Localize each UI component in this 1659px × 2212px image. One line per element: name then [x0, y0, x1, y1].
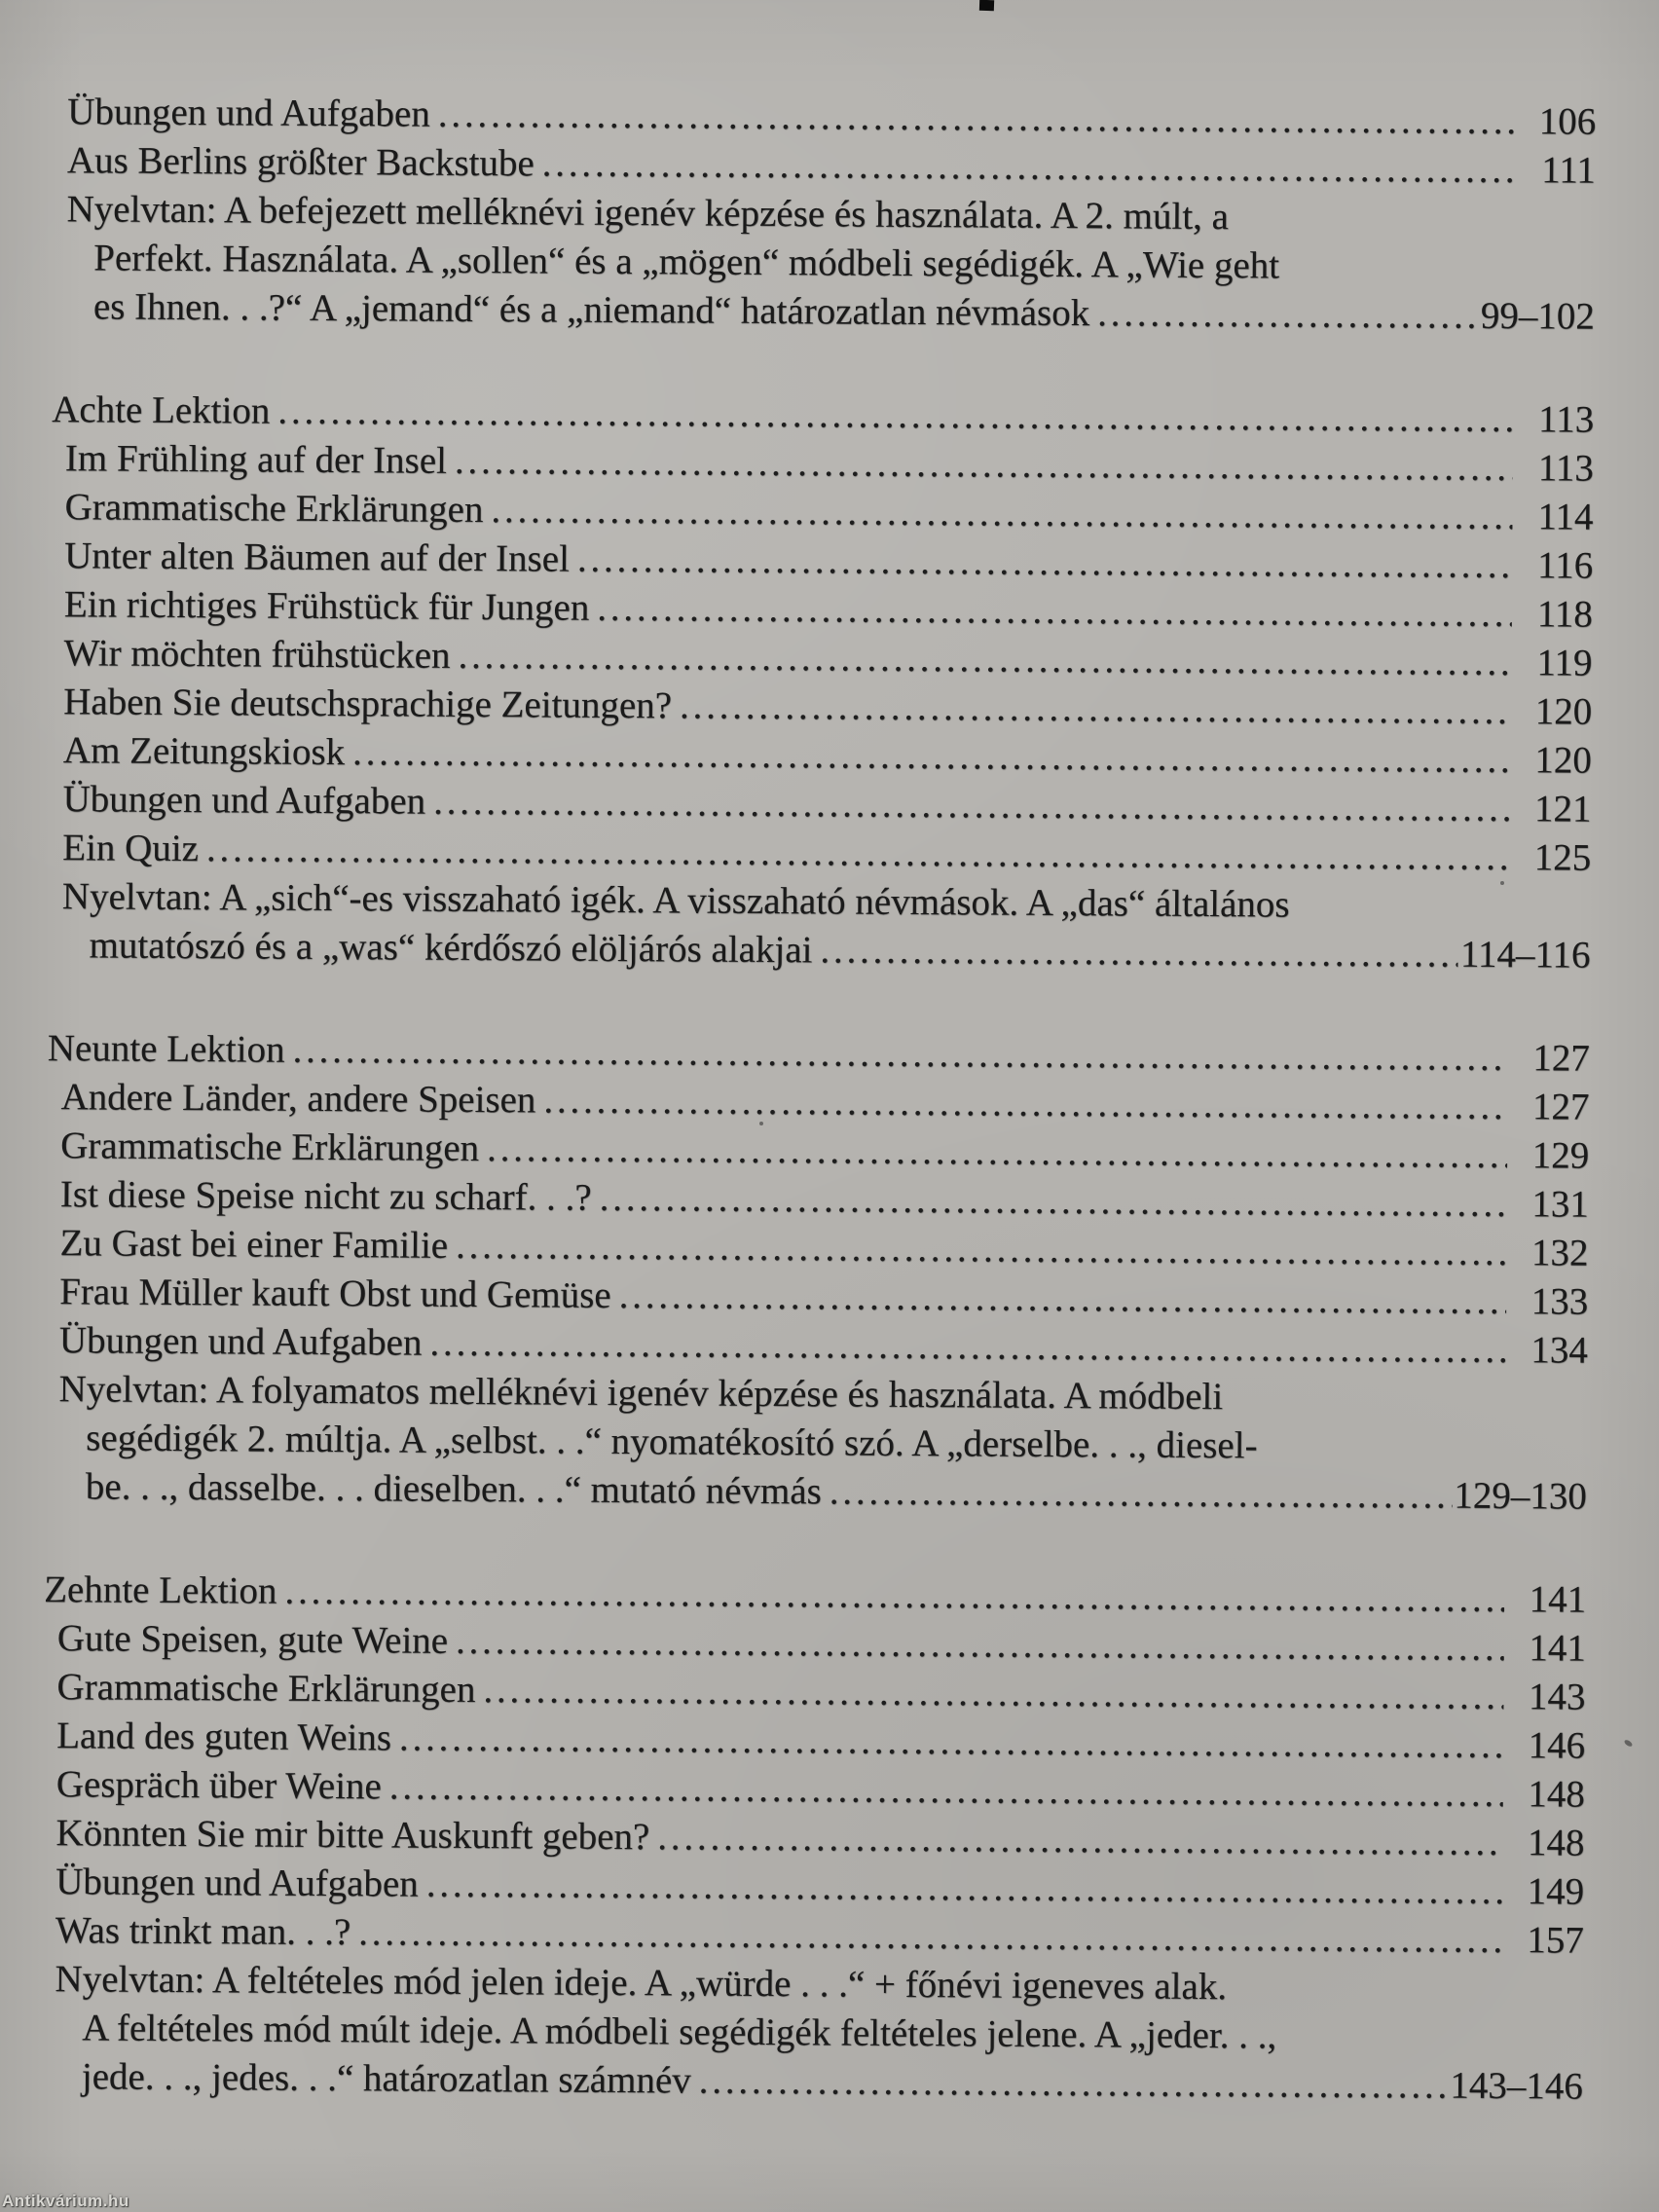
- toc-page-number: 116: [1536, 544, 1594, 587]
- dot-leader: [577, 535, 1513, 590]
- dot-leader: [358, 1908, 1501, 1965]
- toc-section-title: Neunte Lektion: [47, 1027, 285, 1071]
- toc-page-number: 113: [1537, 447, 1594, 490]
- dot-leader: [352, 728, 1510, 785]
- toc-page-number: 127: [1531, 1086, 1590, 1128]
- toc-entry-label: Nyelvtan: A befejezett melléknévi igenév képzése és használata. A 2. múlt, a: [66, 188, 1230, 239]
- toc-block: [48, 386, 1594, 979]
- toc-entry-label: Ein Quiz: [62, 827, 200, 870]
- dot-leader: [657, 1813, 1502, 1867]
- toc-entry-label: be. . ., dasselbe. . . dieselben. . .“ mutató névmás: [85, 1465, 822, 1513]
- dot-leader: [680, 682, 1510, 736]
- toc-page-number: 141: [1529, 1578, 1587, 1621]
- toc-page-number: 111: [1541, 149, 1597, 192]
- toc-entry-label: Unter alten Bäumen auf der Insel: [64, 535, 571, 580]
- toc-page-number: 118: [1536, 593, 1593, 636]
- toc-row: [89, 921, 1590, 979]
- toc-entry-label: es Ihnen. . .?“ A „jemand“ és a „niemand“ határozatlan névmások: [92, 285, 1090, 335]
- toc-entry-label: Gute Speisen, gute Weine: [56, 1617, 449, 1662]
- toc-entry-label: Haben Sie deutschsprachige Zeitungen?: [63, 681, 673, 727]
- dot-leader: [456, 1617, 1504, 1673]
- toc-entry-label: Gespräch über Weine: [55, 1763, 382, 1808]
- toc-entry-label: Ist diese Speise nicht zu scharf. . .?: [59, 1173, 592, 1219]
- toc-section-title: Zehnte Lektion: [44, 1568, 277, 1612]
- toc-entry-label: mutatószó és a „was“ kérdőszó elöljárós alakjai: [89, 924, 813, 972]
- toc-entry-label: jede. . ., jedes. . .“ határozatlan számnév: [81, 2055, 691, 2102]
- toc-entry-label: Im Frühling auf der Insel: [64, 437, 448, 482]
- toc-entry-label: Am Zeitungskiosk: [62, 729, 346, 774]
- dot-leader: [487, 1124, 1507, 1180]
- toc-entry-label: Übungen und Aufgaben: [55, 1861, 419, 1905]
- toc-page-number: 99–102: [1480, 294, 1596, 338]
- antikvarium-watermark: Antikvárium.hu: [2, 2192, 129, 2210]
- toc-entry-label: Übungen und Aufgaben: [58, 1319, 423, 1364]
- toc-entry-label: Zu Gast bei einer Familie: [59, 1222, 449, 1267]
- toc-entry-label: Nyelvtan: A „sich“-es visszaható igék. A visszaható névmások. A „das“ általános: [61, 875, 1290, 926]
- toc-entry-label: Wir möchten frühstücken: [63, 632, 451, 677]
- toc-entry-label: Andere Länder, andere Speisen: [60, 1076, 536, 1122]
- toc-page-number: 143: [1528, 1676, 1586, 1718]
- toc-page-number: 131: [1531, 1183, 1589, 1226]
- toc-page-number: 133: [1530, 1280, 1589, 1323]
- toc-entry-label: Grammatische Erklärungen: [64, 486, 484, 532]
- toc-entry-label: Aus Berlins größter Backstube: [66, 139, 535, 185]
- toc-page-number: 157: [1527, 1919, 1584, 1962]
- toc-page-number: 114: [1537, 496, 1594, 538]
- toc-page-number: 120: [1534, 739, 1592, 782]
- toc-block: [41, 1566, 1587, 2111]
- dot-leader: [456, 1222, 1506, 1277]
- toc-page-number: 146: [1528, 1724, 1586, 1767]
- toc-page-number: 141: [1529, 1627, 1586, 1670]
- dot-leader: [433, 778, 1509, 833]
- toc-page-number: 148: [1527, 1822, 1585, 1864]
- toc-entry-label: Nyelvtan: A folyamatos melléknévi igenév képzése és használata. A módbeli: [58, 1368, 1224, 1419]
- dot-leader: [458, 632, 1511, 687]
- toc-entry-label: Land des guten Weins: [56, 1714, 392, 1759]
- toc-entry-label: Nyelvtan: A feltételes mód jelen ideje. A „würde . . .“ + főnévi igeneves alak.: [55, 1958, 1228, 2009]
- dot-leader: [455, 437, 1513, 493]
- dot-leader: [389, 1762, 1503, 1819]
- toc-page-number: 148: [1528, 1773, 1585, 1816]
- toc-page-number: 114–116: [1459, 933, 1591, 977]
- toc-page-number: 132: [1530, 1232, 1589, 1274]
- toc-entry-label: Frau Müller kauft Obst und Gemüse: [59, 1271, 611, 1316]
- toc-page-number: 143–146: [1450, 2064, 1583, 2108]
- toc-entry-label: Übungen und Aufgaben: [62, 778, 426, 823]
- dot-leader: [292, 1026, 1507, 1083]
- dot-leader: [491, 486, 1512, 541]
- toc-page-number: 125: [1533, 836, 1592, 879]
- dot-leader: [619, 1272, 1506, 1326]
- dot-leader: [600, 1174, 1507, 1229]
- toc-row: [82, 2052, 1583, 2111]
- toc-block: [53, 88, 1597, 341]
- toc-entry-label: Grammatische Erklärungen: [60, 1124, 480, 1170]
- toc-page-number: 106: [1538, 100, 1597, 143]
- toc-page-number: 121: [1533, 788, 1592, 830]
- dot-leader: [699, 2057, 1449, 2111]
- dot-leader: [542, 139, 1517, 195]
- toc-entry-label: Ein richtiges Frühstück für Jungen: [63, 583, 590, 629]
- dot-leader: [277, 387, 1513, 444]
- toc-entry-label: A feltételes mód múlt ideje. A módbeli segédigék feltételes jelene. A „jeder. . .,: [82, 2007, 1277, 2057]
- dot-leader: [1097, 289, 1479, 341]
- toc-page-number: 119: [1536, 642, 1593, 684]
- toc-entry-label: segédigék 2. múltja. A „selbst. . .“ nyomatékosító szó. A „derselbe. . ., diesel-: [86, 1417, 1258, 1467]
- toc-page-number: 127: [1532, 1037, 1590, 1080]
- toc-section-title: Achte Lektion: [52, 388, 271, 432]
- dot-leader: [597, 584, 1512, 639]
- toc-entry-label: Was trinkt man. . .?: [55, 1909, 351, 1954]
- toc-page-number: 113: [1537, 398, 1595, 441]
- dot-leader: [399, 1714, 1503, 1770]
- toc-row: [86, 1462, 1587, 1521]
- dot-leader: [284, 1567, 1503, 1624]
- toc-entry-label: Perfekt. Használata. A „sollen“ és a „mögen“ módbeli segédigék. A „Wie geht: [93, 237, 1280, 287]
- toc-entry-label: Übungen und Aufgaben: [67, 91, 430, 135]
- toc-page-number: 129–130: [1454, 1474, 1587, 1518]
- toc-page-number: 149: [1527, 1870, 1585, 1913]
- toc-row: [93, 282, 1595, 341]
- dot-leader: [483, 1666, 1503, 1721]
- toc-entry-label: Grammatische Erklärungen: [56, 1666, 476, 1712]
- dot-leader: [820, 926, 1458, 978]
- dot-leader: [206, 825, 1509, 882]
- dot-leader: [830, 1467, 1453, 1520]
- toc-page-number: 134: [1530, 1329, 1588, 1372]
- dot-leader: [543, 1076, 1507, 1131]
- toc-entry-label: Könnten Sie mir bitte Auskunft geben?: [55, 1812, 650, 1859]
- toc-page-number: 120: [1534, 690, 1593, 733]
- dot-leader: [426, 1861, 1502, 1916]
- dot-leader: [438, 91, 1514, 146]
- toc-block: [45, 1024, 1590, 1521]
- dot-leader: [429, 1319, 1505, 1375]
- toc-page-number: 129: [1531, 1134, 1590, 1177]
